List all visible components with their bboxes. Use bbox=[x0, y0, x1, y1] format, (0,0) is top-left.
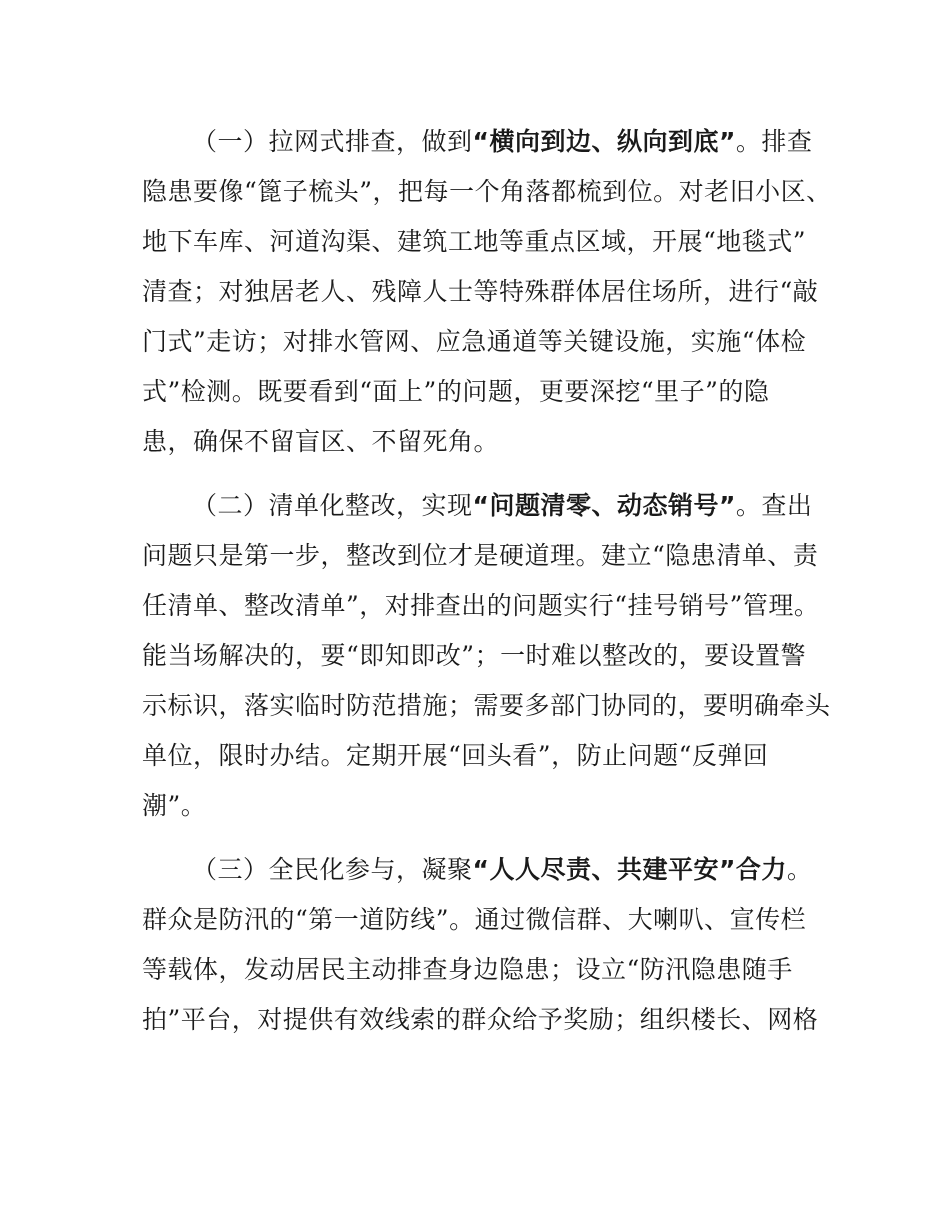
heading-suffix: 。查出 bbox=[735, 491, 813, 520]
heading-prefix: （二）清单化整改，实现 bbox=[192, 491, 473, 520]
text-line: 清查；对独居老人、残障人士等特殊群体居住场所，进行“敲 bbox=[142, 277, 819, 306]
heading-suffix: 。排查 bbox=[735, 127, 813, 156]
text-line: 能当场解决的，要“即知即改”；一时难以整改的，要设置警 bbox=[142, 641, 807, 670]
heading-prefix: （三）全民化参与，凝聚 bbox=[192, 855, 473, 884]
heading-suffix: 。 bbox=[786, 855, 813, 884]
heading-prefix: （一）拉网式排查，做到 bbox=[192, 127, 473, 156]
text-line: 示标识，落实临时防范措施；需要多部门协同的，要明确牵头 bbox=[142, 691, 831, 720]
text-line: 拍”平台，对提供有效线索的群众给予奖励；组织楼长、网格 bbox=[142, 1005, 819, 1034]
heading-bold-phrase: “问题清零、动态销号” bbox=[472, 491, 736, 520]
paragraph-heading bbox=[192, 481, 812, 531]
text-line: 地下车库、河道沟渠、建筑工地等重点区域，开展“地毯式” bbox=[142, 227, 807, 256]
text-line: 问题只是第一步，整改到位才是硬道理。建立“隐患清单、责 bbox=[142, 541, 819, 570]
text-line: 门式”走访；对排水管网、应急通道等关键设施，实施“体检 bbox=[142, 327, 807, 356]
text-line: 式”检测。既要看到“面上”的问题，更要深挖“里子”的隐 bbox=[142, 377, 770, 406]
text-line: 群众是防汛的“第一道防线”。通过微信群、大喇叭、宣传栏 bbox=[142, 905, 807, 934]
text-line: 潮”。 bbox=[142, 791, 207, 820]
text-line: 患，确保不留盲区、不留死角。 bbox=[142, 427, 500, 456]
paragraph-heading bbox=[192, 117, 812, 167]
heading-bold-phrase: “横向到边、纵向到底” bbox=[472, 127, 736, 156]
text-line: 隐患要像“篦子梳头”，把每一个角落都梳到位。对老旧小区、 bbox=[142, 177, 832, 206]
text-line: 单位，限时办结。定期开展“回头看”，防止问题“反弹回 bbox=[142, 741, 769, 770]
text-line: 任清单、整改清单”，对排查出的问题实行“挂号销号”管理。 bbox=[142, 591, 820, 620]
heading-bold-phrase: “人人尽责、共建平安”合力 bbox=[472, 855, 787, 884]
text-line: 等载体，发动居民主动排查身边隐患；设立“防汛隐患随手 bbox=[142, 955, 793, 984]
paragraph-heading bbox=[192, 845, 812, 895]
